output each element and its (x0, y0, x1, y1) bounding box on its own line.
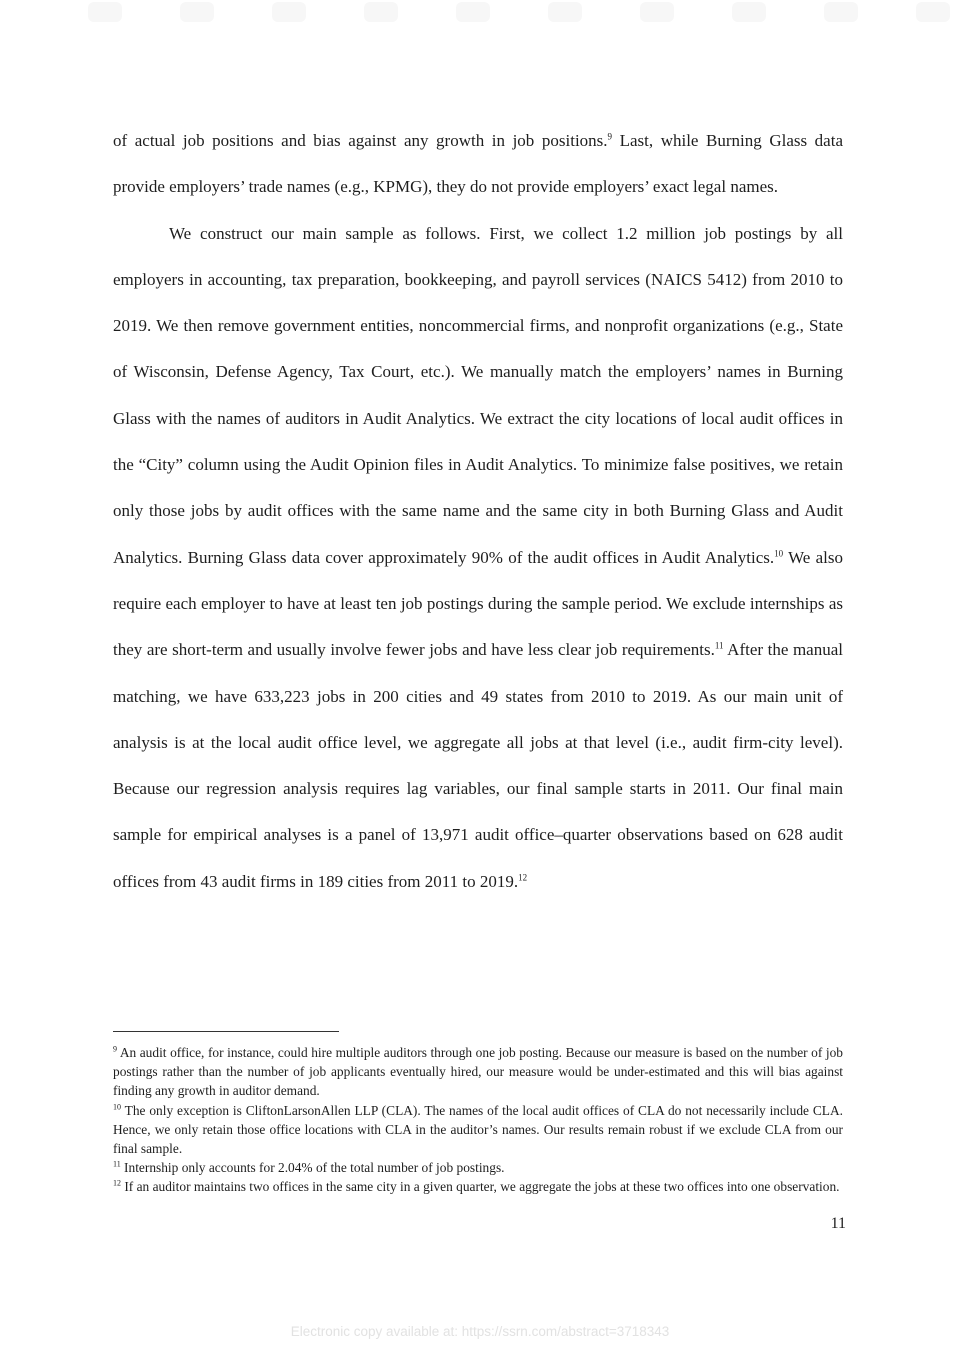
page-number: 11 (830, 1215, 846, 1232)
watermark-mark (88, 2, 122, 22)
footnote-separator (113, 1031, 339, 1032)
footnote (113, 1177, 843, 1196)
watermark-mark (916, 2, 950, 22)
watermark-mark (456, 2, 490, 22)
footnote-text: An audit office, for instance, could hire multiple auditors through one job posting. Because our measure is based on the number of job postings rather than the number of job applicants eventually hired, our measure would be under-estimated and this will bias against finding any growth in auditor demand. (113, 1045, 843, 1099)
text-run: of actual job positions and bias against any growth in job positions. (113, 131, 608, 150)
watermark-mark (640, 2, 674, 22)
footnote-marker: 10 (774, 548, 784, 559)
footnote-marker: 11 (714, 640, 724, 651)
top-watermark-strip (0, 0, 960, 30)
footnote-number: 10 (113, 1102, 121, 1112)
footnote (113, 1101, 843, 1159)
footnote-number: 11 (113, 1159, 121, 1169)
footnote (113, 1158, 843, 1177)
footnote-number: 9 (113, 1044, 117, 1054)
paragraph (113, 118, 843, 211)
footnote-text: If an auditor maintains two offices in the same city in a given quarter, we aggregate the jobs at these two offices into one observation. (121, 1179, 840, 1195)
watermark-mark (824, 2, 858, 22)
text-run: After the manual matching, we have 633,223 jobs in 200 cities and 49 states from 2010 to 2019. As our main unit of analysis is at the local audit office level, we aggregate all jobs at that level (i.e., audit firm-city level). Because our regression analysis requires lag variables, our final sample starts in 2011. Our final main sample for empirical analyses is a panel of 13,971 audit office–quarter observations based on 628 audit offices from 43 audit firms in 189 cities from 2011 to 2019. (113, 640, 843, 891)
footnote-text: Internship only accounts for 2.04% of the total number of job postings. (120, 1160, 505, 1176)
watermark-mark (364, 2, 398, 22)
watermark-mark (180, 2, 214, 22)
footnote-number: 12 (113, 1178, 121, 1188)
text-run: We also require each employer to have at least ten job postings during the sample period. We exclude internships as they are short-term and usually involve fewer jobs and have less clear job requirements. (113, 547, 843, 660)
body-text (113, 118, 843, 905)
text-run: Last, while Burning Glass data provide employers’ trade names (e.g., KPMG), they do not provide employers’ exact legal names. (113, 131, 843, 197)
footnote-text: The only exception is CliftonLarsonAllen LLP (CLA). The names of the local audit offices of CLA do not necessarily include CLA. Hence, we only retain those office locations with CLA in the auditor’s names. Our results remain robust if we exclude CLA from our final sample. (113, 1102, 843, 1157)
watermark-mark (272, 2, 306, 22)
watermark-mark (732, 2, 766, 22)
footnote-marker: 9 (607, 131, 613, 142)
watermark-mark (548, 2, 582, 22)
ssrn-watermark: Electronic copy available at: https://ssrn.com/abstract=3718343 (290, 1324, 670, 1339)
footnote (113, 1043, 843, 1101)
footnote-marker: 12 (518, 872, 528, 883)
paragraph (113, 211, 843, 905)
footnotes (113, 1043, 843, 1197)
text-run: We construct our main sample as follows. First, we collect 1.2 million job postings by all employers in accounting, tax preparation, bookkeeping, and payroll services (NAICS 5412) from 2010 to 2019. We then remove government entities, noncommercial firms, and nonprofit organizations (e.g., State of Wisconsin, Defense Agency, Tax Court, etc.). We manually match the employers’ names in Burning Glass with the names of auditors in Audit Analytics. We extract the city locations of local audit offices in the “City” column using the Audit Opinion files in Audit Analytics. To minimize false positives, we retain only those jobs by audit offices with the same name and the same city in both Burning Glass and Audit Analytics. Burning Glass data cover approximately 90% of the audit offices in Audit Analytics. (113, 223, 843, 567)
